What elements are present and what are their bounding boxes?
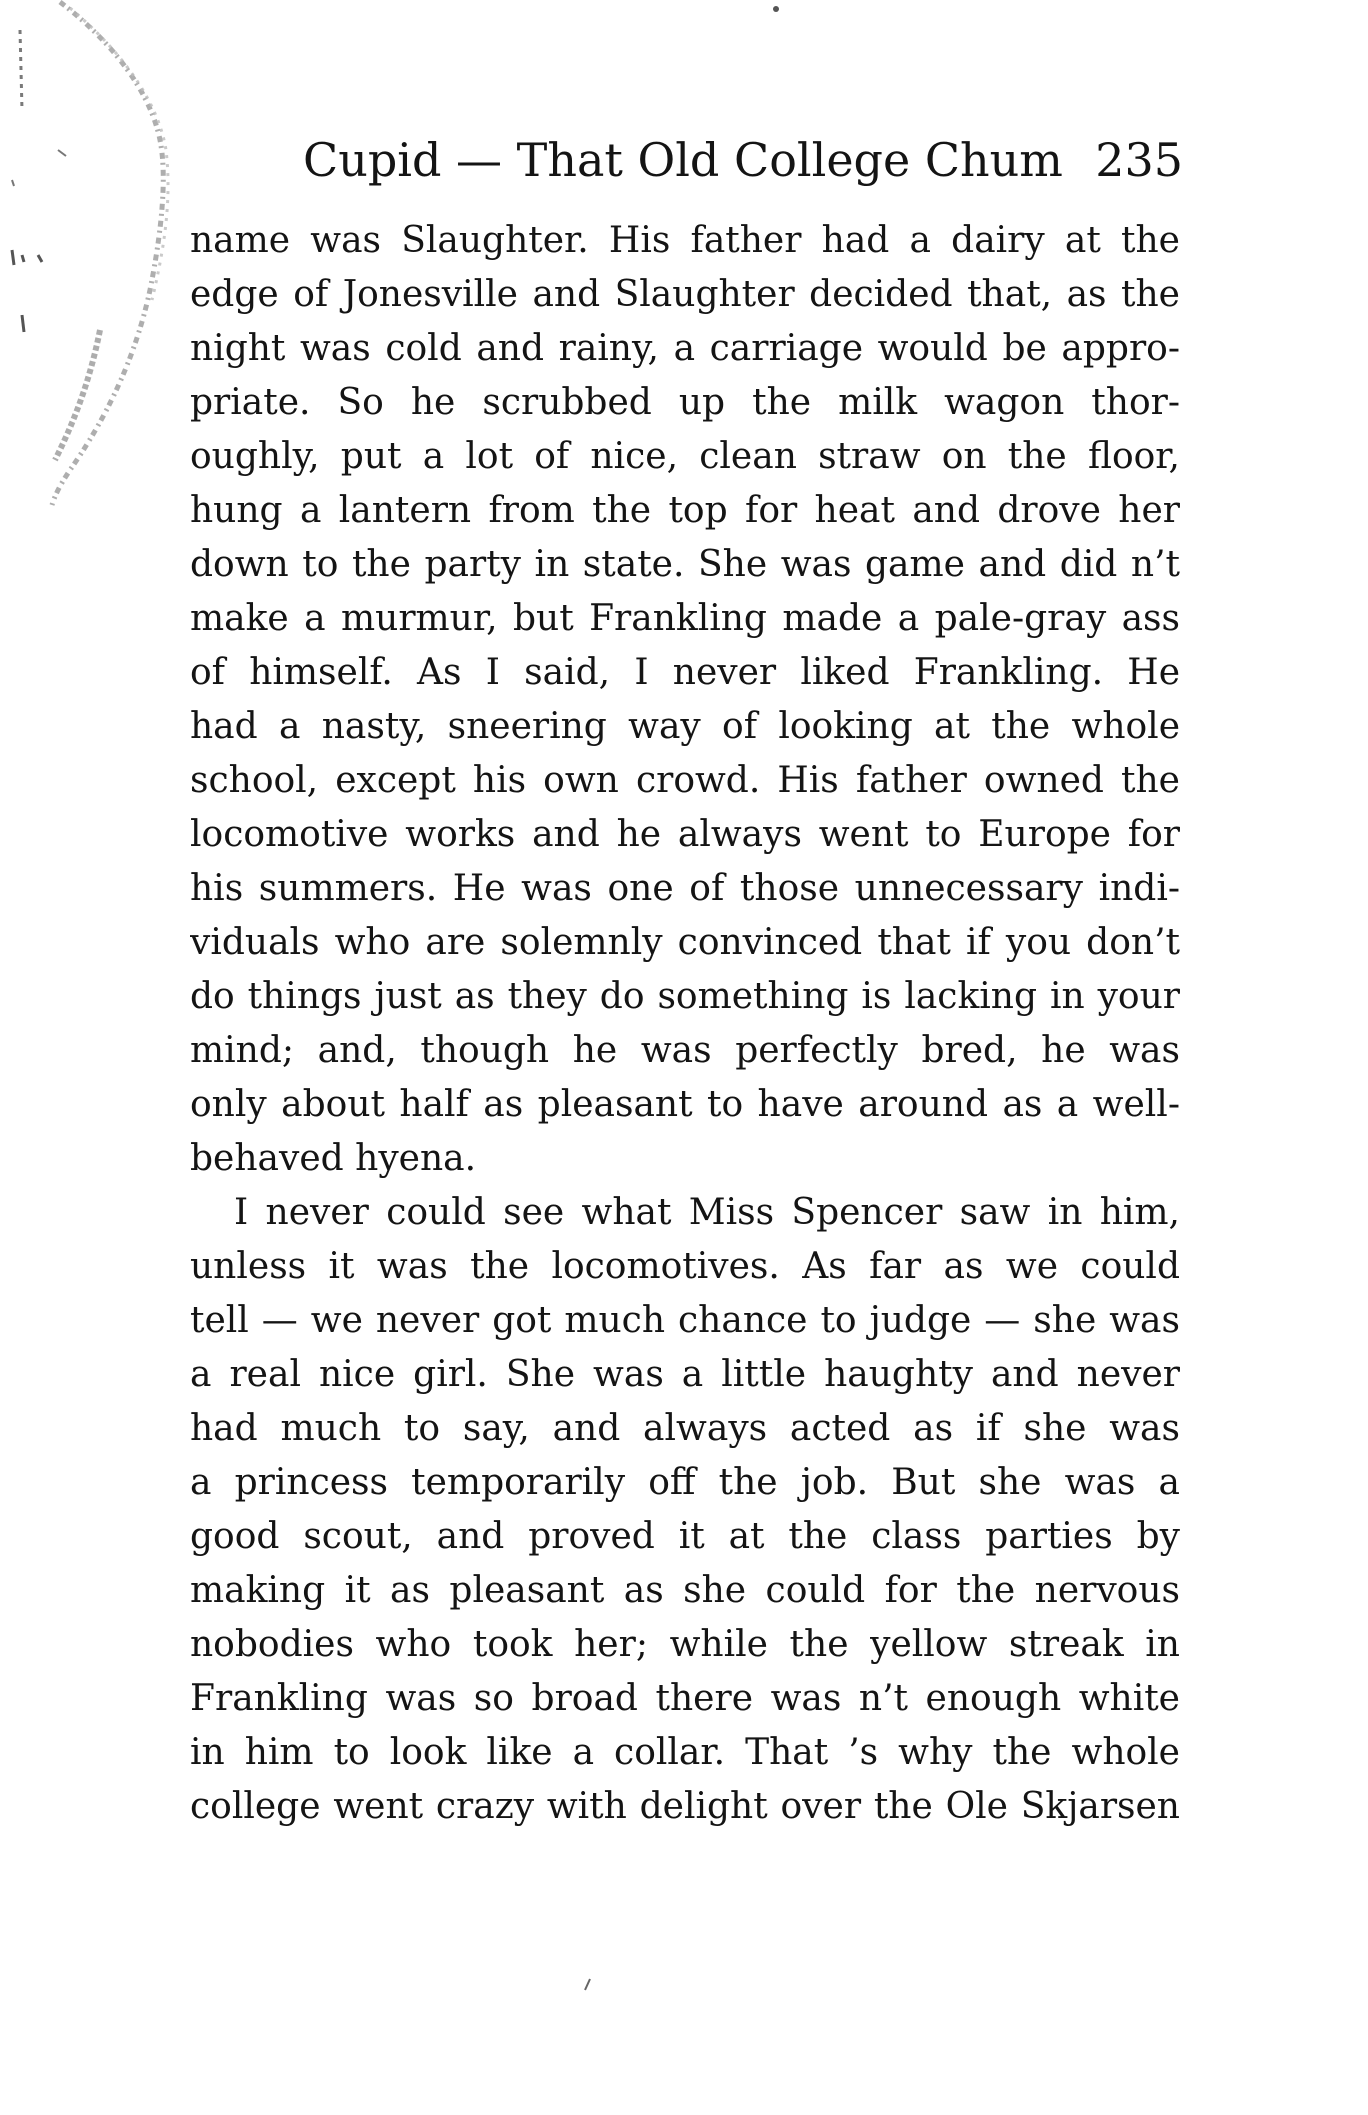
text-line: mind; and, though he was perfectly bred, he was — [190, 1030, 1180, 1071]
text-line: only about half as pleasant to have around as a well- — [190, 1084, 1180, 1125]
text-line: locomotive works and he always went to Europe for — [190, 814, 1180, 855]
page-number: 235 — [1095, 133, 1183, 187]
text-line: a real nice girl. She was a little haughty and never — [190, 1354, 1180, 1395]
text-line: Frankling was so broad there was n’t enough white — [190, 1678, 1180, 1719]
text-line: behaved hyena. — [190, 1138, 477, 1179]
text-line: name was Slaughter. His father had a dairy at the — [190, 220, 1180, 261]
text-line: good scout, and proved it at the class parties by — [190, 1516, 1180, 1557]
text-line: unless it was the locomotives. As far as we could — [190, 1246, 1180, 1287]
text-line: college went crazy with delight over the Ole Skjarsen — [190, 1786, 1180, 1827]
text-line: night was cold and rainy, a carriage would be appro- — [190, 328, 1180, 369]
text-line: his summers. He was one of those unnecessary indi- — [190, 868, 1180, 909]
text-line: make a murmur, but Frankling made a pale-gray ass — [190, 598, 1180, 639]
text-line: priate. So he scrubbed up the milk wagon thor- — [190, 382, 1180, 423]
text-line: making it as pleasant as she could for the nervous — [190, 1570, 1180, 1611]
text-line: a princess temporarily off the job. But she was a — [190, 1462, 1180, 1503]
paragraph — [190, 1186, 1180, 1834]
running-title: Cupid — That Old College Chum — [303, 133, 1063, 187]
text-line: in him to look like a collar. That ’s why the whole — [190, 1732, 1180, 1773]
text-line: I never could see what Miss Spencer saw in him, — [234, 1192, 1180, 1233]
text-line: do things just as they do something is lacking in your — [190, 976, 1180, 1017]
text-line: edge of Jonesville and Slaughter decided that, as the — [190, 274, 1180, 315]
text-line: school, except his own crowd. His father owned the — [190, 760, 1180, 801]
text-line: had much to say, and always acted as if she was — [190, 1408, 1180, 1449]
running-head — [303, 120, 1183, 200]
text-line: viduals who are solemnly convinced that if you don’t — [190, 922, 1180, 963]
body-text — [190, 214, 1180, 1834]
binding-shadow-marks — [0, 0, 200, 520]
ink-speck — [773, 6, 779, 12]
text-line: tell — we never got much chance to judge — she was — [190, 1300, 1180, 1341]
ink-speck — [583, 1978, 591, 1992]
text-line: nobodies who took her; while the yellow streak in — [190, 1624, 1180, 1665]
paragraph — [190, 214, 1180, 1186]
text-line: oughly, put a lot of nice, clean straw on the floor, — [190, 436, 1180, 477]
text-line: of himself. As I said, I never liked Frankling. He — [190, 652, 1180, 693]
text-line: had a nasty, sneering way of looking at the whole — [190, 706, 1180, 747]
text-line: hung a lantern from the top for heat and drove her — [190, 490, 1180, 531]
text-line: down to the party in state. She was game and did n’t — [190, 544, 1180, 585]
